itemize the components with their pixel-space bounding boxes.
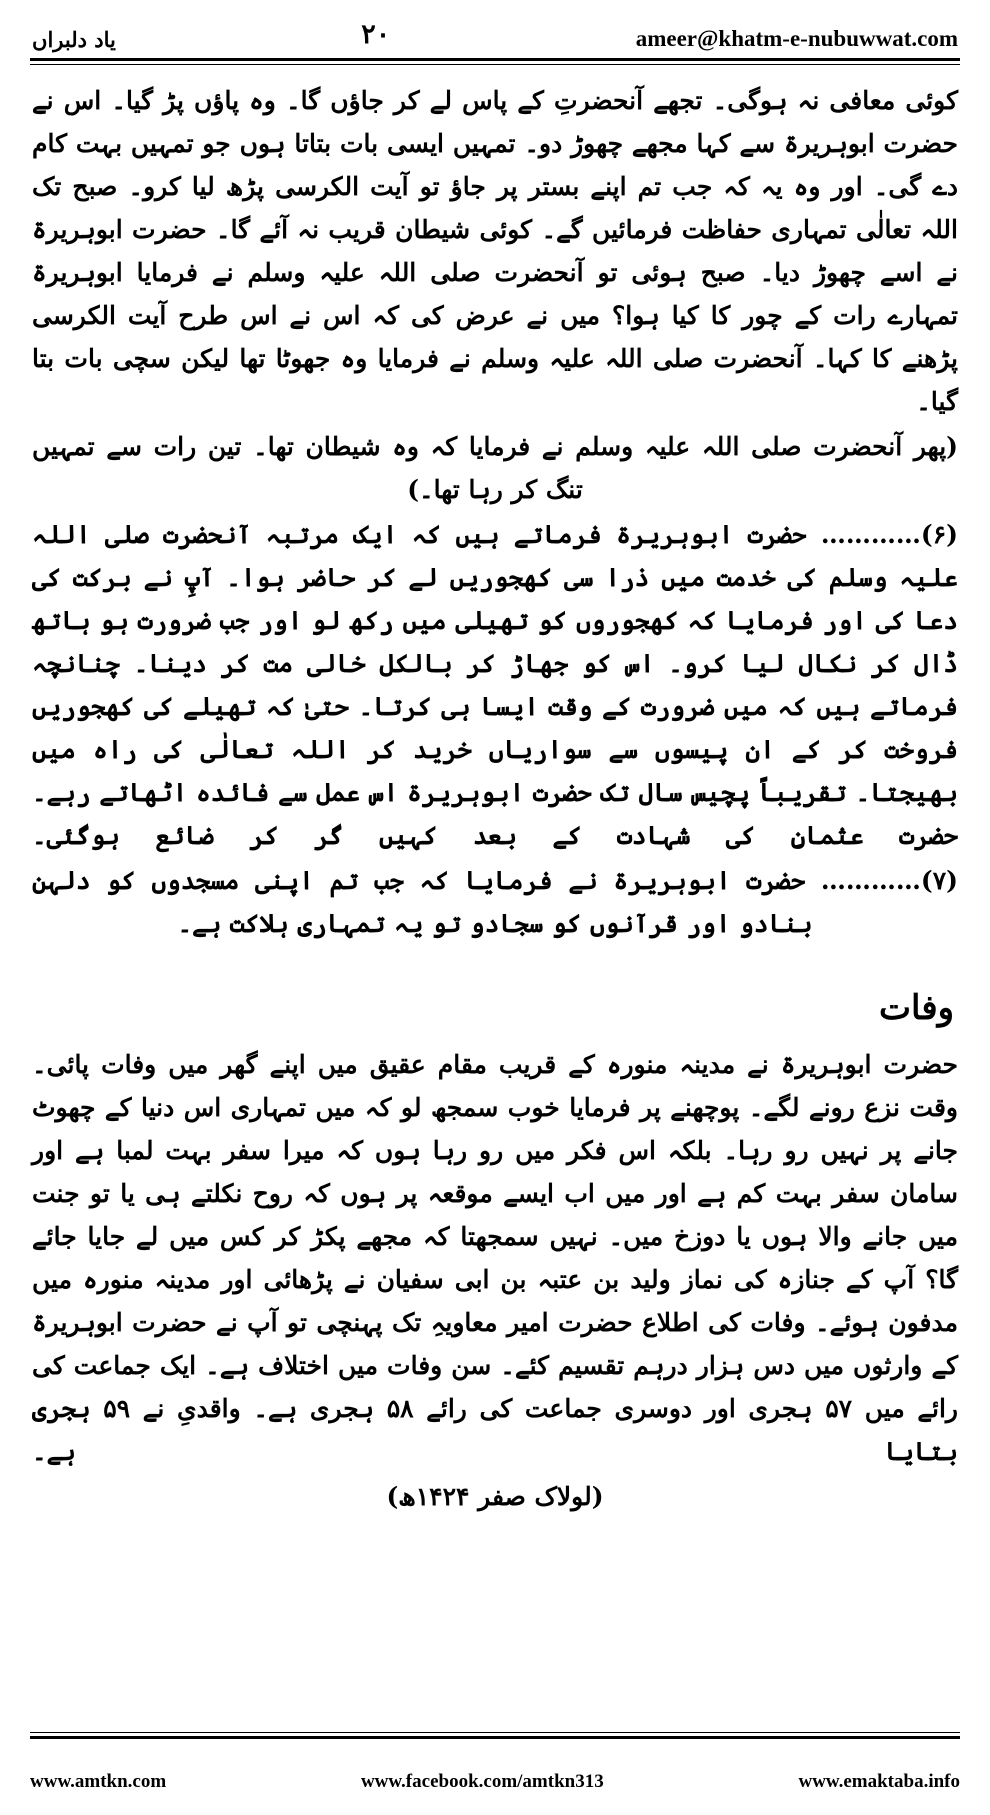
page-footer	[30, 1771, 960, 1793]
footer-library-link[interactable]: www.emaktaba.info	[798, 1771, 960, 1792]
section-heading-wafat: وفات	[878, 988, 954, 1028]
footer-website-link[interactable]: www.amtkn.com	[30, 1771, 167, 1792]
footer-divider	[30, 1732, 960, 1739]
paragraph-4-item-7: (۷)………… حضرت ابوہریرۃ نے فرمایا کہ جب تم اپنی مسجدوں کو دلہن بنادو اور قرآنوں کو سجادو تو یہ تمہاری ہلاکت ہے۔	[32, 866, 958, 938]
section-paragraph-1: حضرت ابوہریرۃ نے مدینہ منورہ کے قریب مقام عقیق میں اپنے گھر میں وفات پائی۔ وقت نزع رونے لگے۔ پوچھنے پر فرمایا خوب سمجھ لو کہ میں تمہاری اس دنیا کے چھوٹ جانے پر نہیں رو رہا۔ بلکہ اس فکر میں رو رہا ہوں کہ میرا سفر بہت لمبا ہے اور سامان سفر بہت کم ہے اور میں اب ایسے موقعہ پر ہوں کہ روح نکلتے ہی یا تو جنت میں جانے والا ہوں یا دوزخ میں۔ نہیں سمجھتا کہ مجھے پکڑ کر کس میں لے جایا جائے گا؟ آپ کے جنازہ کی نماز ولید بن عتبہ بن ابی سفیان نے پڑھائی اور مدینہ منورہ میں مدفون ہوئے۔ وفات کی اطلاع حضرت امیر معاویہِ تک پہنچی تو آپ نے حضرت ابوہریرۃ کے وارثوں میں دس ہزار درہم تقسیم کئے۔ سن وفات میں اختلاف ہے۔ ایک جماعت کی رائے میں ۵۷ ہجری اور دوسری جماعت کی رائے ۵۸ ہجری ہے۔ واقدیِ نے ۵۹ ہجری بتایا ہے۔	[32, 1050, 958, 1467]
contact-email: ameer@khatm-e-nubuwwat.com	[635, 26, 958, 51]
book-title: یاد دلبراں	[32, 27, 116, 52]
header-divider	[30, 58, 960, 65]
paragraph-2-parenthetical: (پھر آنحضرت صلی اللہ علیہ وسلم نے فرمایا کہ وہ شیطان تھا۔ تین رات سے تمہیں تنگ کر رہا تھا۔)	[32, 432, 958, 504]
footer-facebook-link[interactable]: www.facebook.com/amtkn313	[360, 1771, 604, 1792]
section-paragraph-2-reference: (لولاک صفر ۱۴۲۴ھ)	[386, 1482, 604, 1512]
page-number: ۲۰	[361, 19, 391, 50]
paragraph-3-item-6: (۶)………… حضرت ابوہریرۃ فرماتے ہیں کہ ایک مرتبہ آنحضرت صلی اللہ علیہ وسلم کی خدمت میں ذرا سی کھجوریں لے کر حاضر ہوا۔ آپِ نے برکت کی دعا کی اور فرمایا کہ کھجوروں کو تھیلی میں رکھ لو اور جب ضرورت ہو ہاتھ ڈال کر نکال لیا کرو۔ اس کو جھاڑ کر بالکل خالی مت کر دینا۔ چنانچہ فرماتے ہیں کہ میں ضرورت کے وقت ایسا ہی کرتا۔ حتیٰ کہ تھیلے کی کھجوریں فروخت کر کے ان پیسوں سے سواریاں خرید کر اللہ تعالٰی کی راہ میں بھیجتا۔ تقریباً پچیس سال تک حضرت ابوہریرۃ اس عمل سے فائدہ اٹھاتے رہے۔ حضرت عثمانِ کی شہادت کے بعد کہیں گر کر ضائع ہوگئی۔	[32, 520, 958, 850]
paragraph-1: کوئی معافی نہ ہوگی۔ تجھے آنحضرتِ کے پاس لے کر جاؤں گا۔ وہ پاؤں پڑ گیا۔ اس نے حضرت ابوہریرۃ سے کہا مجھے چھوڑ دو۔ تمہیں ایسی بات بتاتا ہوں جو تمہیں بہت کام دے گی۔ اور وہ یہ کہ جب تم اپنے بستر پر جاؤ تو آیت الکرسی پڑھ لیا کرو۔ صبح تک اللہ تعالٰی تمہاری حفاظت فرمائیں گے۔ کوئی شیطان قریب نہ آئے گا۔ حضرت ابوہریرۃ نے اسے چھوڑ دیا۔ صبح ہوئی تو آنحضرت صلی اللہ علیہ وسلم نے فرمایا ابوہریرۃ تمہارے رات کے چور کا کیا ہوا؟ میں نے عرض کی کہ اس نے اس طرح آیت الکرسی پڑھنے کا کہا۔ آنحضرت صلی اللہ علیہ وسلم نے فرمایا وہ جھوٹا تھا لیکن سچی بات بتا گیا۔	[32, 86, 958, 416]
page-header	[28, 0, 962, 52]
page-body	[28, 65, 962, 1518]
